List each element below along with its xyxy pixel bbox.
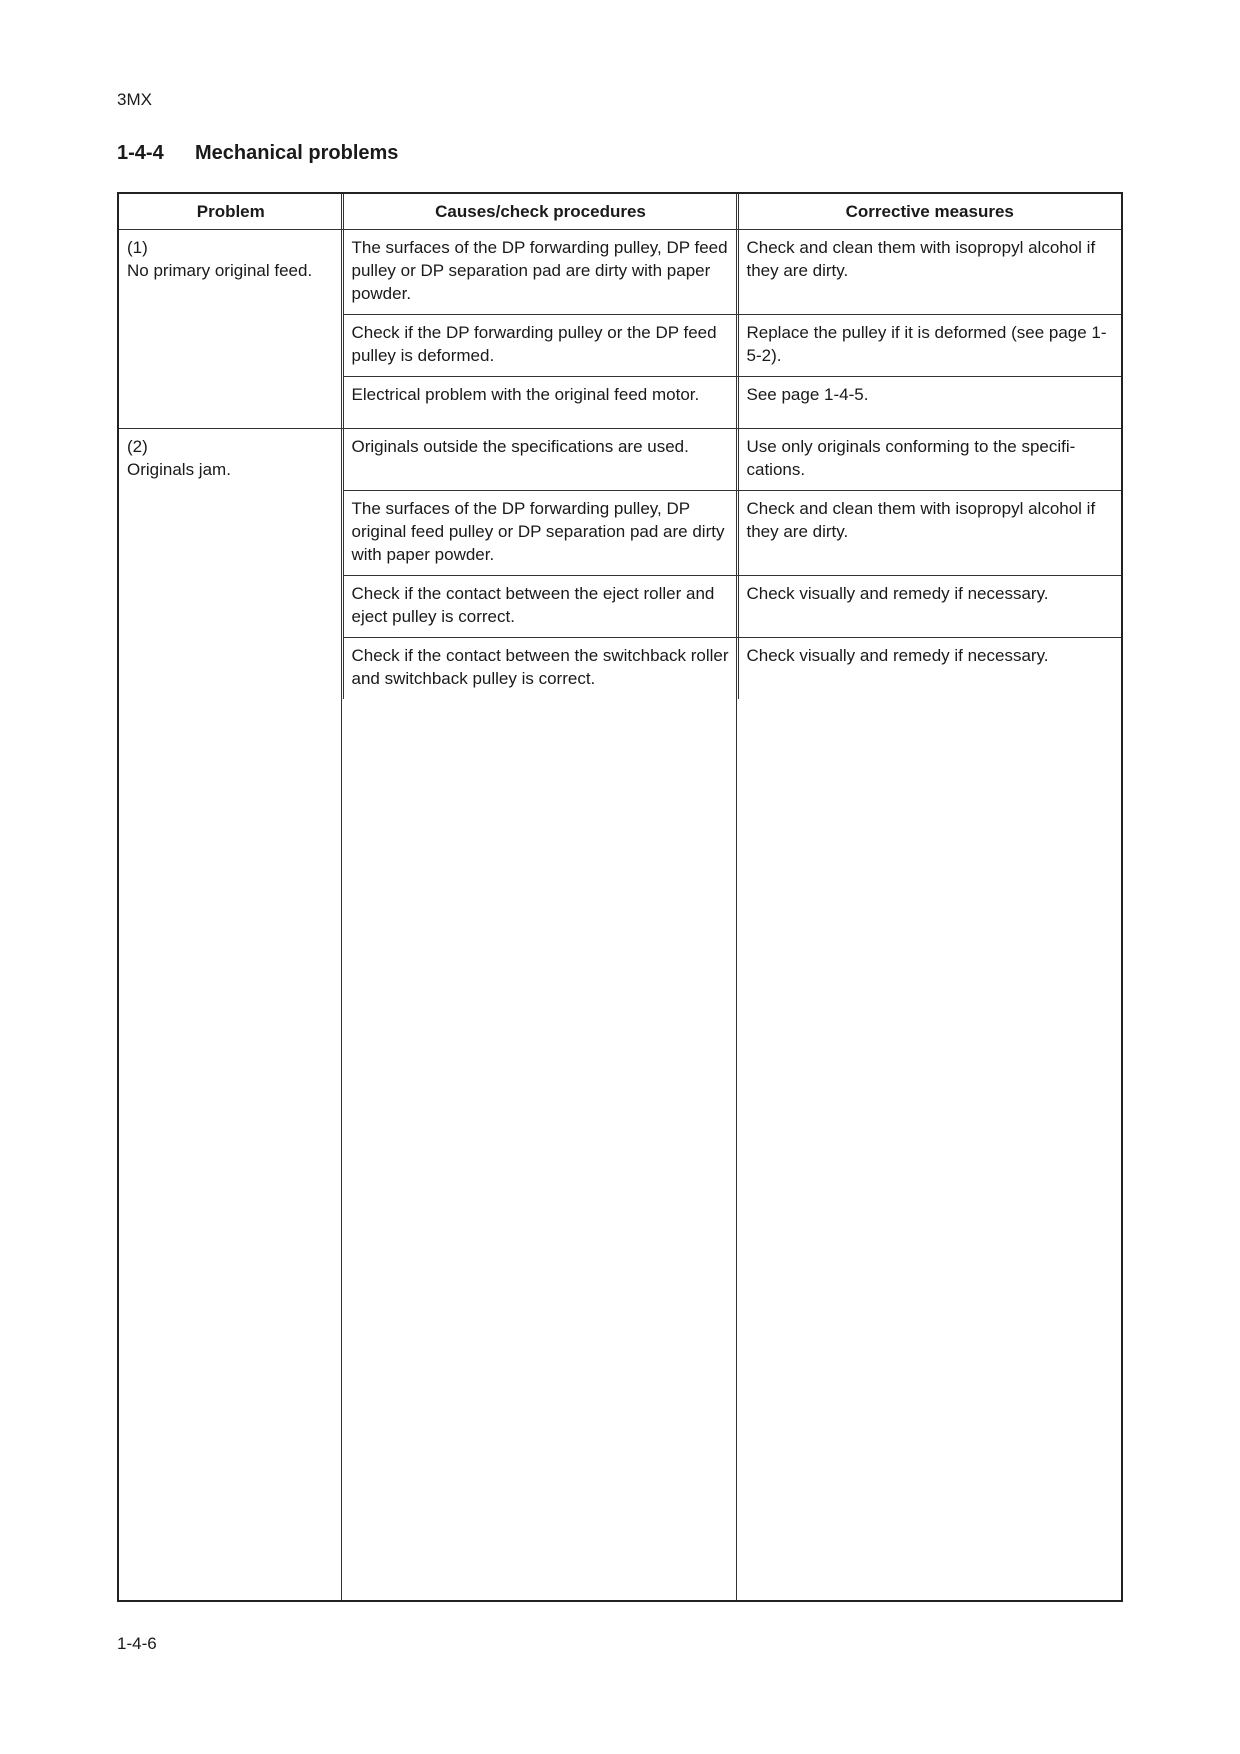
mechanical-problems-table xyxy=(119,194,1121,699)
troubleshooting-table-frame xyxy=(117,192,1123,1602)
table-header-row xyxy=(119,194,1121,230)
problem-cell xyxy=(119,429,343,700)
problem-number: (1) xyxy=(127,238,148,257)
problem-number: (2) xyxy=(127,437,148,456)
cause-cell: Check if the contact between the switchback roller and switchback pulley is correct. xyxy=(343,638,738,700)
measure-cell: See page 1-4-5. xyxy=(738,377,1121,429)
measure-cell: Check visually and remedy if necessary. xyxy=(746,646,1049,665)
model-code: 3MX xyxy=(117,90,152,109)
measure-cell: Check and clean them with isopropyl alcohol if they are dirty. xyxy=(738,491,1121,576)
problem-text: Originals jam. xyxy=(127,460,231,479)
problem-cell xyxy=(119,230,343,429)
cause-cell: Check if the contact between the eject roller and eject pulley is correct. xyxy=(343,576,738,638)
table-row xyxy=(119,230,1121,315)
header-corrective-measures: Corrective measures xyxy=(738,194,1121,230)
page-number: 1-4-6 xyxy=(117,1634,157,1653)
section-number: 1-4-4 xyxy=(117,142,164,164)
column-divider xyxy=(736,194,737,1600)
section-title: Mechanical problems xyxy=(195,142,399,164)
cause-cell: The surfaces of the DP forwarding pulley, DP original feed pulley or DP separation pad are dirty with paper powder. xyxy=(343,491,738,576)
problem-text: No primary original feed. xyxy=(127,261,313,280)
table-row xyxy=(119,429,1121,491)
cause-cell: Check if the DP forwarding pulley or the DP feed pulley is deformed. xyxy=(343,315,738,377)
cause-cell: Originals outside the specifications are used. xyxy=(343,429,738,491)
measure-cell: Check and clean them with isopropyl alcohol if they are dirty. xyxy=(738,230,1121,315)
column-divider xyxy=(341,194,342,1600)
section-heading xyxy=(117,142,398,165)
header-problem: Problem xyxy=(119,194,343,230)
cause-cell: The surfaces of the DP forwarding pulley, DP feed pulley or DP separation pad are dirty with paper powder. xyxy=(343,230,738,315)
measure-cell: Check visually and remedy if necessary. xyxy=(738,576,1121,638)
cause-cell: Electrical problem with the original feed motor. xyxy=(343,377,738,429)
measure-cell: Replace the pulley if it is deformed (see page 1-5-2). xyxy=(738,315,1121,377)
header-causes: Causes/check procedures xyxy=(343,194,738,230)
measure-cell: Use only originals conforming to the specifi-cations. xyxy=(738,429,1121,491)
